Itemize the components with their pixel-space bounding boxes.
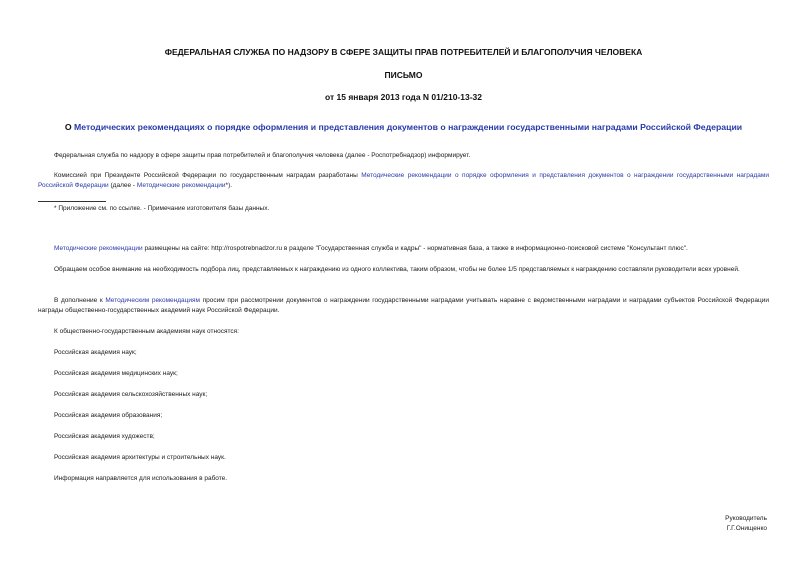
paragraph-commission-text-a: Комиссией при Президенте Российской Федерации по государственным наградам разработаны <box>54 172 362 179</box>
methodical-recommendations-short-link[interactable]: Методические рекомендации <box>136 181 226 189</box>
academy-item: Российская академия образования; <box>54 412 163 419</box>
academy-item: Российская академия архитектуры и строительных наук. <box>54 454 226 461</box>
academy-item: Российская академия медицинских наук; <box>54 370 178 377</box>
document-title-link[interactable]: Методических рекомендациях о порядке оформления и представления документов о награждении государственными наградами Российской Федерации <box>74 122 743 132</box>
paragraph-website <box>38 244 769 254</box>
agency-heading: ФЕДЕРАЛЬНАЯ СЛУЖБА ПО НАДЗОРУ В СФЕРЕ ЗАЩИТЫ ПРАВ ПОТРЕБИТЕЛЕЙ И БЛАГОПОЛУЧИЯ ЧЕЛОВЕКА <box>164 47 643 57</box>
signature-name: Г.Г.Онищенко <box>726 525 767 532</box>
paragraph-website-text: размещены на сайте: http://rospotrebnadzor.ru в разделе "Государственная служба и кадры" - нормативная база, а также в информационно-поисковой системе "Консультант плюс". <box>142 245 688 252</box>
closing-note: Информация направляется для использования в работе. <box>54 475 228 482</box>
recommendations-reference-link[interactable]: Методическим рекомендациям <box>105 297 201 304</box>
academy-item: Российская академия художеств; <box>54 433 155 440</box>
signature-role: Руководитель <box>725 515 767 522</box>
paragraph-selection-note: Обращаем особое внимание на необходимость подбора лиц, представляемых к награждению из одного коллектива, таким образом, чтобы не более 1/5 представляемых к награждению составляли руководители всех уровней. <box>54 266 740 273</box>
paragraph-addition <box>38 296 769 315</box>
paragraph-commission-text-c: *). <box>225 181 233 189</box>
academy-item: Российская академия сельскохозяйственных наук; <box>54 391 208 398</box>
paragraph-addition-text-b: просим при рассмотрении документов о награждении государственными наградами учитывать наравне с ведомственными наградами и наградами субъектов Российской Федерации награды общественно-государственных академий наук Российской Федерации. <box>38 297 769 314</box>
document-type: ПИСЬМО <box>384 70 423 80</box>
paragraph-commission-text-b: (далее - <box>108 181 137 189</box>
paragraph-intro: Федеральная служба по надзору в сфере защиты прав потребителей и благополучия человека (далее - Роспотребнадзор) информирует. <box>54 152 471 159</box>
academies-intro: К общественно-государственным академиям наук относятся: <box>54 328 239 335</box>
paragraph-commission <box>38 171 769 190</box>
academy-item: Российская академия наук; <box>54 349 137 356</box>
document-title-prefix: О <box>64 122 75 132</box>
footnote-divider <box>38 201 106 202</box>
methodical-recommendations-link[interactable]: Методические рекомендации о порядке оформления и представления документов о награждении государственными наградами Российской Федерации <box>38 172 769 189</box>
paragraph-addition-text-a: В дополнение к <box>54 297 106 304</box>
footnote-text: * Приложение см. по ссылке. - Примечание изготовителя базы данных. <box>54 205 270 212</box>
document-title <box>40 122 767 132</box>
recommendations-site-link[interactable]: Методические рекомендации <box>54 245 143 252</box>
document-date-number: от 15 января 2013 года N 01/210-13-32 <box>325 92 482 102</box>
